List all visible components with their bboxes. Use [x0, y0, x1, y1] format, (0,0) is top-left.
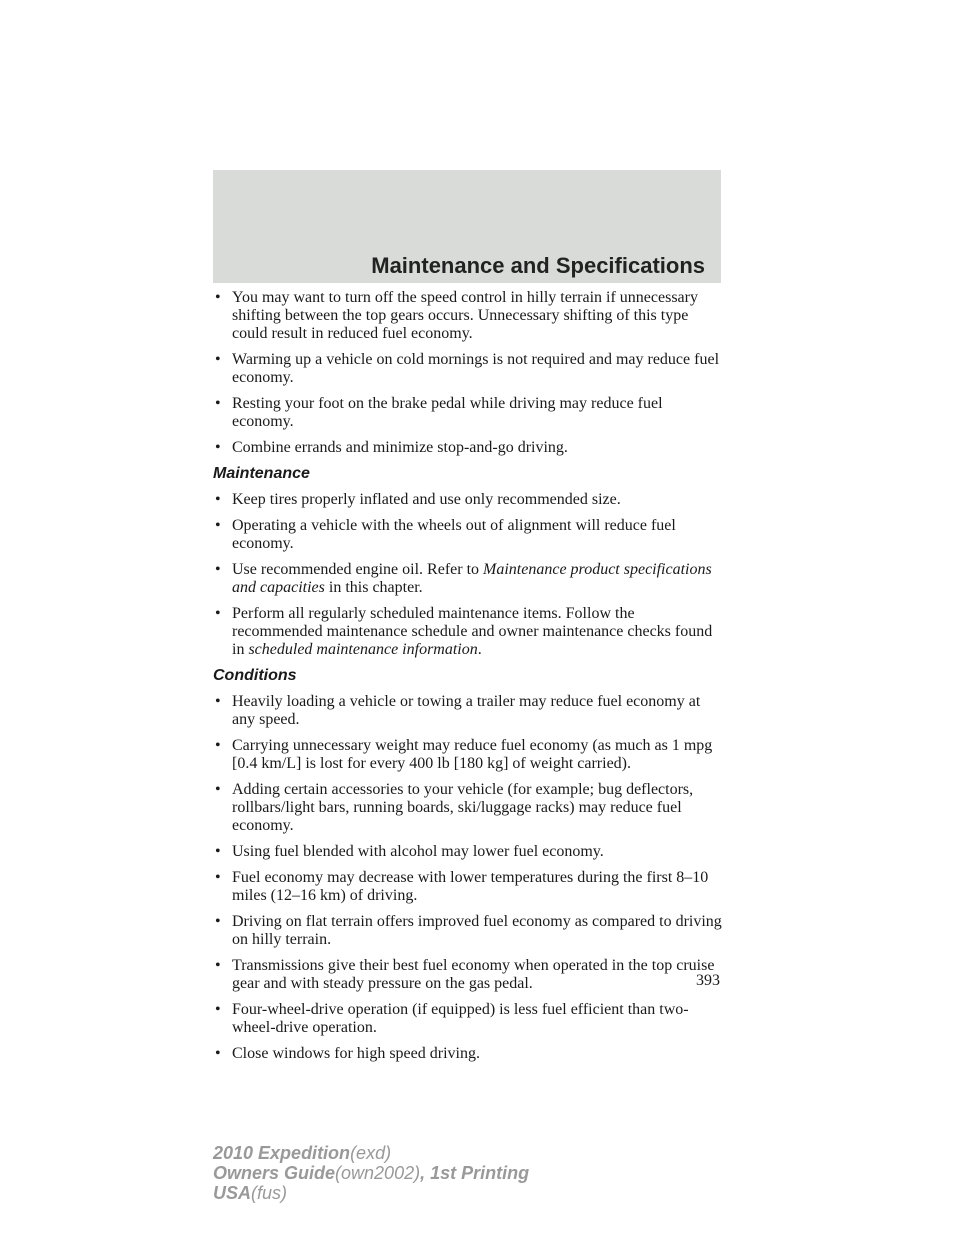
cross-reference: scheduled maintenance information [248, 641, 478, 658]
list-item-text: Carrying unnecessary weight may reduce fuel economy (as much as 1 mpg [0.4 km/L] is lost for every 400 lb [180 kg] of weight carried). [232, 737, 713, 772]
bullet-icon: • [215, 395, 221, 412]
footer-printing: , 1st Printing [420, 1163, 530, 1183]
footer-code: (fus) [251, 1183, 288, 1203]
list-item-text: Adding certain accessories to your vehicle (for example; bug deflectors, rollbars/light bars, running boards, ski/luggage racks) may reduce fuel economy. [232, 781, 694, 834]
list-item [213, 605, 725, 659]
list-item-text: Driving on flat terrain offers improved fuel economy as compared to driving on hilly terrain. [232, 913, 722, 948]
bullet-icon: • [215, 1001, 221, 1018]
bullet-icon: • [215, 517, 221, 534]
list-item [213, 517, 725, 553]
list-item [213, 737, 725, 773]
footer-code: (exd) [350, 1143, 392, 1163]
cross-reference: Maintenance product specifications and capacities [232, 561, 712, 596]
list-item-text: Heavily loading a vehicle or towing a trailer may reduce fuel economy at any speed. [232, 693, 701, 728]
page-content [213, 289, 725, 1071]
bullet-icon: • [215, 351, 221, 368]
bullet-icon: • [215, 843, 221, 860]
list-item [213, 351, 725, 387]
bullet-icon: • [215, 957, 221, 974]
footer-line [213, 1163, 529, 1183]
list-item [213, 693, 725, 729]
bullet-icon: • [215, 869, 221, 886]
list-item [213, 957, 725, 993]
footer-line [213, 1183, 529, 1203]
list-item [213, 781, 725, 835]
page-number: 393 [696, 972, 720, 989]
list-item-text: Warming up a vehicle on cold mornings is not required and may reduce fuel economy. [232, 351, 720, 386]
footer-market: USA [213, 1183, 252, 1203]
list-item-text: Four-wheel-drive operation (if equipped) is less fuel efficient than two-wheel-drive operation. [232, 1001, 689, 1036]
list-item [213, 289, 725, 343]
bullet-icon: • [215, 737, 221, 754]
bullet-icon: • [215, 561, 221, 578]
list-item-text: You may want to turn off the speed control in hilly terrain if unnecessary shifting between the top gears occurs. Unnecessary shifting of this type could result in reduced fuel economy. [232, 289, 698, 342]
list-item-text: Transmissions give their best fuel economy when operated in the top cruise gear and with steady pressure on the gas pedal. [232, 957, 715, 992]
list-item-text: Combine errands and minimize stop-and-go driving. [232, 439, 568, 456]
section-heading-conditions: Conditions [213, 667, 297, 684]
bullet-icon: • [215, 781, 221, 798]
footer-model: 2010 Expedition [213, 1143, 351, 1163]
list-item-text: Use recommended engine oil. Refer to [232, 561, 484, 578]
list-item-text: Perform all regularly scheduled maintenance items. Follow the recommended maintenance schedule and owner maintenance checks found in [232, 605, 713, 658]
list-item [213, 843, 725, 861]
bullet-icon: • [215, 693, 221, 710]
list-item [213, 869, 725, 905]
list-item [213, 561, 725, 597]
page-title: Maintenance and Specifications [371, 253, 705, 278]
list-item-text: Using fuel blended with alcohol may lower fuel economy. [232, 843, 604, 860]
list-item-text: Close windows for high speed driving. [232, 1045, 480, 1062]
list-item-text: Fuel economy may decrease with lower temperatures during the first 8–10 miles (12–16 km) of driving. [232, 869, 709, 904]
list-item-text: in this chapter. [324, 579, 423, 596]
header-band [213, 170, 721, 283]
bullet-icon: • [215, 605, 221, 622]
footer-line [213, 1143, 529, 1163]
footer-code: (own2002) [335, 1163, 421, 1183]
list-item-text: Operating a vehicle with the wheels out of alignment will reduce fuel economy. [232, 517, 676, 552]
list-item-text: . [477, 641, 482, 658]
list-item-text: Resting your foot on the brake pedal while driving may reduce fuel economy. [232, 395, 663, 430]
list-item [213, 1045, 725, 1063]
list-item-text: Keep tires properly inflated and use only recommended size. [232, 491, 621, 508]
print-footer [213, 1143, 529, 1203]
footer-guide: Owners Guide [213, 1163, 336, 1183]
bullet-icon: • [215, 913, 221, 930]
list-item [213, 491, 725, 509]
bullet-icon: • [215, 439, 221, 456]
section-heading-maintenance: Maintenance [213, 465, 310, 482]
list-item [213, 395, 725, 431]
list-item [213, 439, 725, 457]
list-item [213, 1001, 725, 1037]
bullet-icon: • [215, 491, 221, 508]
bullet-icon: • [215, 1045, 221, 1062]
list-item [213, 913, 725, 949]
bullet-icon: • [215, 289, 221, 306]
